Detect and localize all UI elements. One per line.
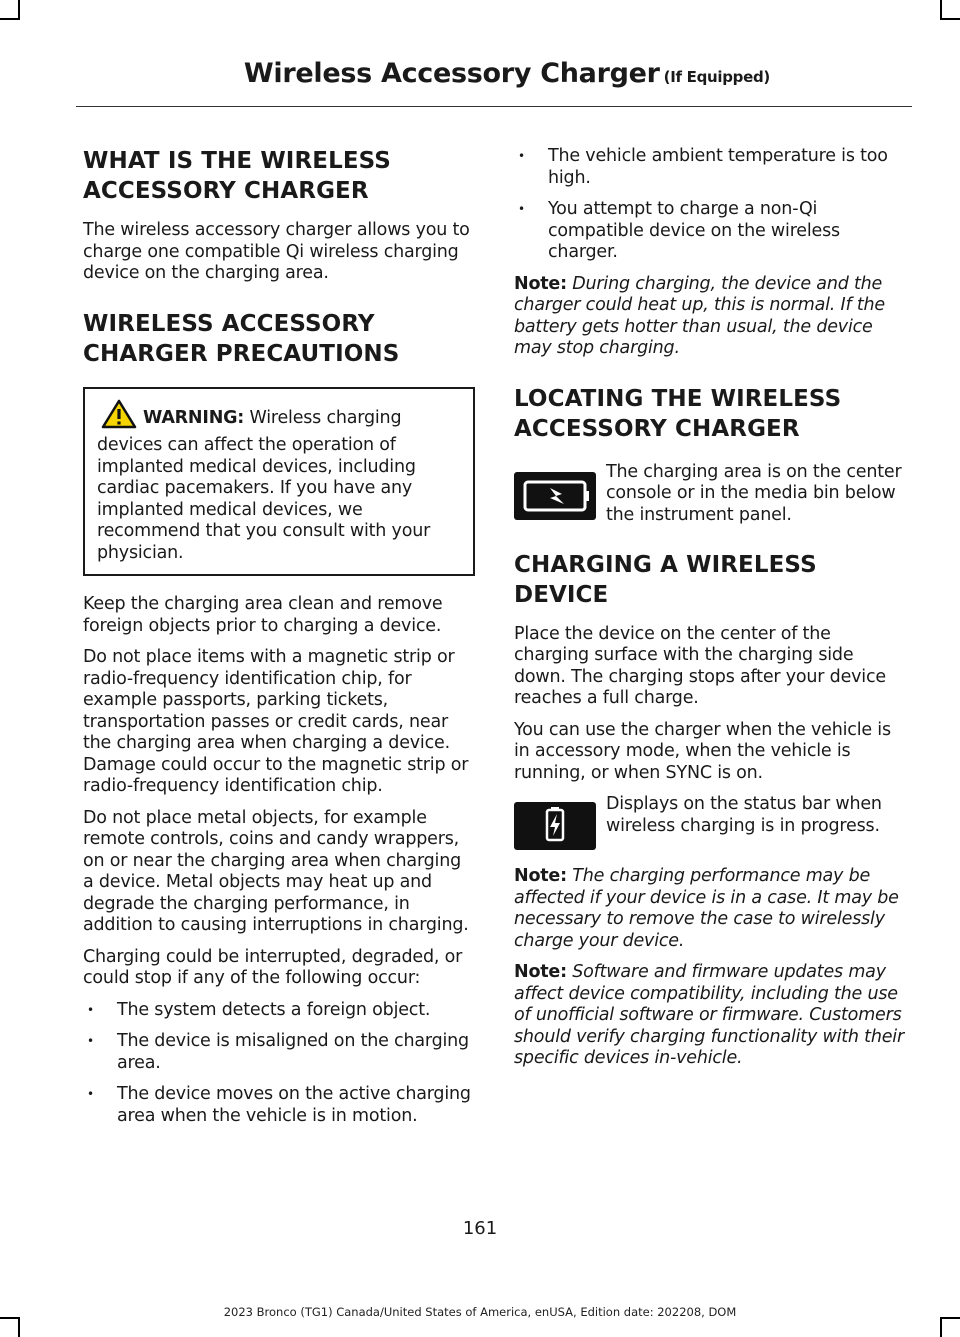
page-header — [244, 58, 770, 89]
crop-mark — [940, 18, 960, 20]
bullet-list — [514, 146, 906, 264]
wireless-charging-pad-icon — [514, 472, 596, 520]
status-bar-text: Displays on the status bar when wireless charging is in progress. — [606, 794, 882, 836]
crop-mark — [940, 0, 942, 20]
header-subtitle: (If Equipped) — [663, 68, 770, 86]
paragraph: Do not place items with a magnetic strip or radio-frequency identification chip, for example passports, parking tickets, transportation passes or credit cards, near the charging area when charging a device. Damage could occur to the magnetic strip or radio-frequency identification chip. — [83, 647, 469, 796]
header-title: Wireless Accessory Charger — [243, 58, 660, 89]
section-heading-locating: LOCATING THE WIRELESS ACCESSORY CHARGER — [514, 385, 842, 442]
charging-area-row — [514, 462, 906, 534]
header-divider — [76, 106, 912, 107]
note: Note: Software and firmware updates may affect device compatibility, including the use of unofficial software or firmware. Customers should verify charging functionality with their specific devices in-vehicle. — [514, 962, 904, 1068]
warning-triangle-icon — [101, 399, 137, 436]
crop-mark — [0, 18, 20, 20]
right-column — [514, 146, 906, 1080]
list-item: • The device moves on the active charging area when the vehicle is in motion. — [83, 1084, 475, 1127]
page-number: 161 — [462, 1218, 498, 1239]
left-column — [83, 146, 475, 1137]
warning-label: WARNING: — [143, 407, 245, 428]
battery-charging-icon — [514, 802, 596, 850]
warning-text: Wireless charging devices can affect the operation of implanted medical devices, including cardiac pacemakers. If you have any implanted medical devices, we recommend that you consult with your physician. — [97, 407, 431, 563]
crop-mark — [18, 0, 20, 20]
crop-mark — [940, 1317, 942, 1337]
list-item: • The device is misaligned on the charging area. — [83, 1031, 475, 1074]
note: Note: During charging, the device and the charger could heat up, this is normal. If the battery gets hotter than usual, the device may stop charging. — [514, 273, 885, 358]
crop-mark — [18, 1317, 20, 1337]
list-item: • You attempt to charge a non-Qi compatible device on the wireless charger. — [514, 199, 906, 264]
list-item: • The system detects a foreign object. — [83, 1000, 475, 1022]
section-heading-charging: CHARGING A WIRELESS DEVICE — [514, 551, 817, 608]
charging-area-text: The charging area is on the center console or in the media bin below the instrument panel. — [606, 461, 902, 525]
list-item: • The vehicle ambient temperature is too high. — [514, 146, 906, 189]
paragraph: The wireless accessory charger allows you to charge one compatible Qi wireless charging device on the charging area. — [83, 220, 470, 283]
section-heading-what-is: WHAT IS THE WIRELESS ACCESSORY CHARGER — [83, 148, 391, 204]
bullet-list — [83, 1000, 475, 1128]
section-heading-precautions: WIRELESS ACCESSORY CHARGER PRECAUTIONS — [83, 310, 400, 367]
paragraph: Place the device on the center of the charging surface with the charging side down. The charging stops after your device reaches a full charge. — [514, 623, 886, 708]
paragraph: Charging could be interrupted, degraded, or could stop if any of the following occur: — [83, 946, 463, 988]
paragraph: Do not place metal objects, for example remote controls, coins and candy wrappers, on or near the charging area when charging a device. Metal objects may heat up and degrade the charging performance, in addition to causing interruptions in charging. — [83, 807, 469, 935]
paragraph: Keep the charging area clean and remove foreign objects prior to charging a device. — [83, 594, 443, 636]
status-bar-row — [514, 794, 906, 854]
warning-box — [83, 387, 475, 577]
note: Note: The charging performance may be affected if your device is in a case. It may be necessary to remove the case to wirelessly charge your device. — [514, 866, 899, 951]
page-footer: 2023 Bronco (TG1) Canada/United States of America, enUSA, Edition date: 202208, DOM — [223, 1305, 737, 1319]
paragraph: You can use the charger when the vehicle is in accessory mode, when the vehicle is running, or when SYNC is on. — [514, 719, 891, 783]
